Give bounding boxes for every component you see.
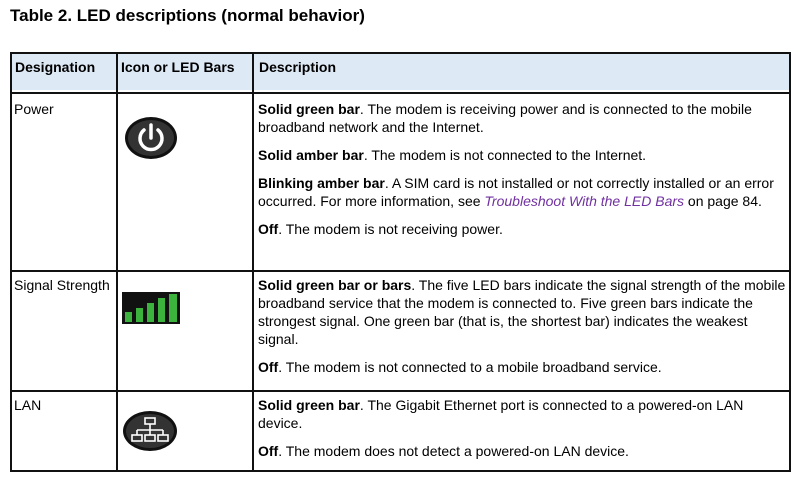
table-title: Table 2. LED descriptions (normal behavior) xyxy=(10,6,365,25)
column-divider xyxy=(116,54,118,470)
header-description: Description xyxy=(259,59,337,75)
description-lan xyxy=(258,396,788,470)
paragraph: Blinking amber bar. A SIM card is not installed or not correctly installed or an error occurred. For more information, see Troubleshoot With the LED Bars on page 84. xyxy=(258,175,774,209)
designation-lan: LAN xyxy=(14,397,42,413)
paragraph: Solid green bar or bars. The five LED bars indicate the signal strength of the mobile broadband service that the modem is connected to. Five green bars indicate the strongest signal. One green bar (that is, the shortest bar) indicates the weakest signal. xyxy=(258,277,786,347)
troubleshoot-link[interactable]: Troubleshoot With the LED Bars xyxy=(484,193,685,209)
paragraph: Solid amber bar. The modem is not connected to the Internet. xyxy=(258,147,647,163)
signal-bars-icon xyxy=(122,292,180,329)
row-divider xyxy=(12,390,789,392)
header-separator xyxy=(12,90,789,94)
column-divider xyxy=(252,54,254,470)
paragraph: Solid green bar. The modem is receiving power and is connected to the mobile broadband network and the Internet. xyxy=(258,101,752,135)
paragraph: Off. The modem does not detect a powered-on LAN device. xyxy=(258,443,629,459)
table-header xyxy=(12,54,789,92)
led-table xyxy=(10,52,791,472)
paragraph: Off. The modem is not receiving power. xyxy=(258,221,503,237)
header-icon: Icon or LED Bars xyxy=(121,59,235,75)
header-designation: Designation xyxy=(15,59,96,75)
designation-power: Power xyxy=(14,101,54,117)
row-divider xyxy=(12,270,789,272)
description-power xyxy=(258,100,788,248)
paragraph: Solid green bar. The Gigabit Ethernet port is connected to a powered-on LAN device. xyxy=(258,397,744,431)
designation-signal: Signal Strength xyxy=(14,277,110,293)
lan-network-icon xyxy=(122,410,178,457)
power-icon xyxy=(124,116,178,165)
paragraph: Off. The modem is not connected to a mobile broadband service. xyxy=(258,359,662,375)
description-signal xyxy=(258,276,788,386)
